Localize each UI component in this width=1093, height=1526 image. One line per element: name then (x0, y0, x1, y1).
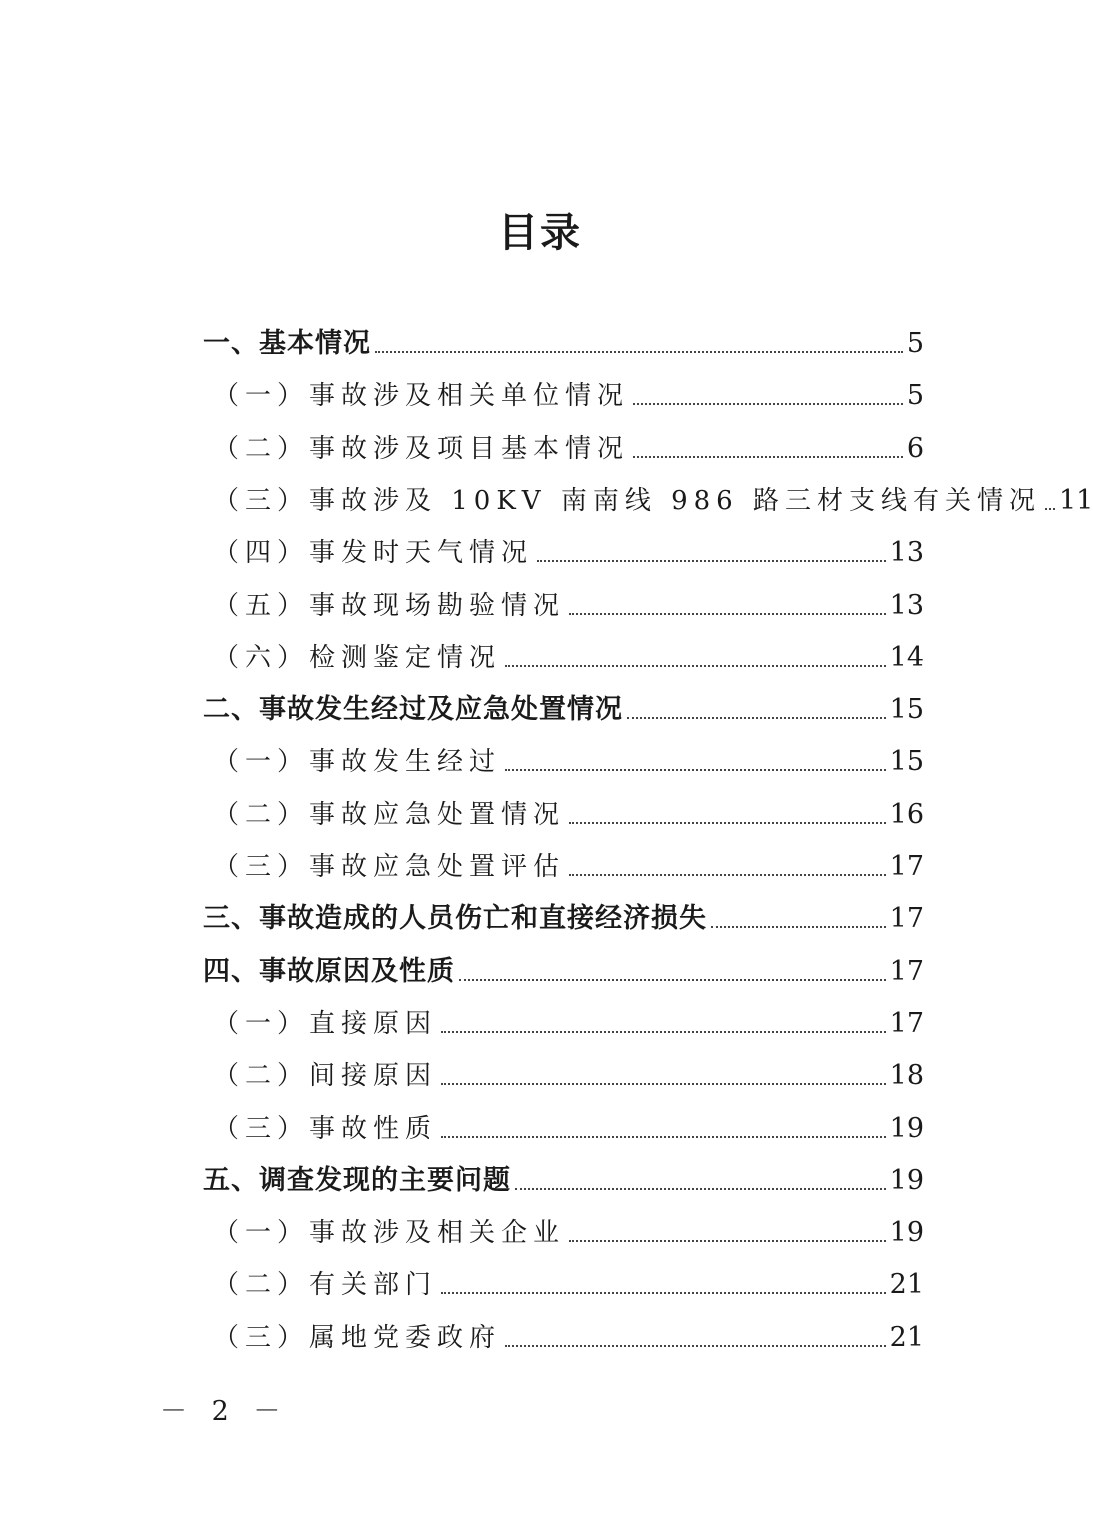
toc-leader-dots (569, 1240, 886, 1242)
toc-entry-label: （四）事发时天气情况 (213, 538, 534, 569)
toc-entry-page: 5 (906, 380, 924, 412)
toc-entry-page: 16 (889, 798, 924, 830)
toc-entry-label: （三）属地党委政府 (213, 1322, 502, 1353)
toc-leader-dots (505, 665, 886, 667)
toc-entry[interactable] (203, 952, 924, 992)
toc-entry[interactable] (213, 1213, 924, 1253)
toc-entry-page: 19 (889, 1217, 924, 1249)
toc-entry[interactable] (213, 1004, 924, 1044)
toc-leader-dots (633, 403, 903, 405)
toc-entry-label: （三）事故涉及 10KV 南南线 986 路三材支线有关情况 (213, 485, 1041, 516)
toc-entry-page: 6 (906, 432, 924, 464)
toc-entry-page: 19 (889, 1164, 924, 1196)
toc-entry-label: （二）间接原因 (213, 1061, 438, 1092)
toc-leader-dots (441, 1136, 886, 1138)
toc-entry-page: 15 (889, 694, 924, 726)
toc-entry-page: 15 (889, 746, 924, 778)
toc-leader-dots (569, 613, 886, 615)
toc-entry[interactable] (213, 376, 924, 416)
toc-leader-dots (441, 1031, 886, 1033)
toc-leader-dots (375, 351, 903, 353)
toc-entry[interactable] (213, 1265, 924, 1305)
toc-entry-page: 21 (889, 1269, 924, 1301)
toc-entry[interactable] (213, 1056, 924, 1096)
toc-entry[interactable] (203, 690, 924, 730)
toc-entry[interactable] (203, 1161, 924, 1201)
page-number: － 2 － (160, 1396, 289, 1427)
toc-leader-dots (627, 717, 886, 719)
toc-leader-dots (537, 560, 886, 562)
toc-entry-page: 21 (889, 1321, 924, 1353)
toc-entry-label: （二）事故应急处置情况 (213, 799, 566, 830)
toc-entry-page: 19 (889, 1112, 924, 1144)
toc-entry[interactable] (213, 429, 924, 469)
toc-leader-dots (515, 1188, 886, 1190)
toc-entry-label: （三）事故性质 (213, 1113, 438, 1144)
toc-leader-dots (1045, 508, 1055, 510)
toc-entry-label: （一）事故涉及相关企业 (213, 1218, 566, 1249)
toc-entry-label: 一、基本情况 (203, 328, 371, 359)
toc-leader-dots (505, 1345, 886, 1347)
toc-leader-dots (441, 1083, 886, 1085)
toc-leader-dots (459, 979, 886, 981)
toc-entry-label: 五、调查发现的主要问题 (203, 1164, 511, 1196)
toc-leader-dots (633, 456, 903, 458)
toc-entry-label: （五）事故现场勘验情况 (213, 590, 566, 621)
toc-entry-label: （三）事故应急处置评估 (213, 852, 566, 882)
toc-entry[interactable] (213, 847, 924, 887)
toc-entry[interactable] (213, 481, 1093, 521)
toc-leader-dots (441, 1292, 886, 1294)
toc-leader-dots (569, 874, 886, 876)
toc-entry-page: 13 (889, 589, 924, 621)
toc-entry-page: 14 (889, 641, 924, 673)
toc-entry[interactable] (203, 324, 924, 364)
toc-entry-label: （一）事故涉及相关单位情况 (213, 381, 630, 412)
toc-leader-dots (505, 769, 886, 771)
toc-leader-dots (569, 822, 886, 824)
toc-entry[interactable] (213, 533, 924, 573)
toc-entry[interactable] (213, 1318, 924, 1358)
toc-entry-label: （二）事故涉及项目基本情况 (213, 433, 630, 464)
toc-entry-page: 5 (906, 328, 924, 359)
toc-entry[interactable] (213, 638, 924, 678)
toc-entry-page: 17 (889, 903, 924, 935)
toc-entry[interactable] (213, 742, 924, 782)
toc-entry-label: 二、事故发生经过及应急处置情况 (203, 694, 623, 726)
toc-entry-page: 13 (889, 537, 924, 569)
toc-entry-label: （二）有关部门 (213, 1270, 438, 1301)
toc-entry-page: 11 (1058, 484, 1093, 516)
toc-entry-page: 17 (889, 955, 924, 987)
toc-leader-dots (711, 926, 886, 928)
toc-entry-label: （一）事故发生经过 (213, 747, 502, 778)
toc-title: 目录 (498, 210, 582, 256)
toc-entry-label: 三、事故造成的人员伤亡和直接经济损失 (203, 903, 707, 935)
toc-entry-label: 四、事故原因及性质 (203, 955, 455, 987)
toc-entry-page: 17 (889, 851, 924, 882)
toc-entry-label: （一）直接原因 (213, 1008, 438, 1039)
toc-entry[interactable] (213, 586, 924, 626)
toc-entry-page: 17 (889, 1007, 924, 1039)
toc-entry[interactable] (213, 795, 924, 835)
toc-entry-label: （六）检测鉴定情况 (213, 642, 502, 673)
toc-entry[interactable] (213, 1109, 924, 1149)
toc-entry-page: 18 (889, 1060, 924, 1092)
toc-entry[interactable] (203, 899, 924, 939)
